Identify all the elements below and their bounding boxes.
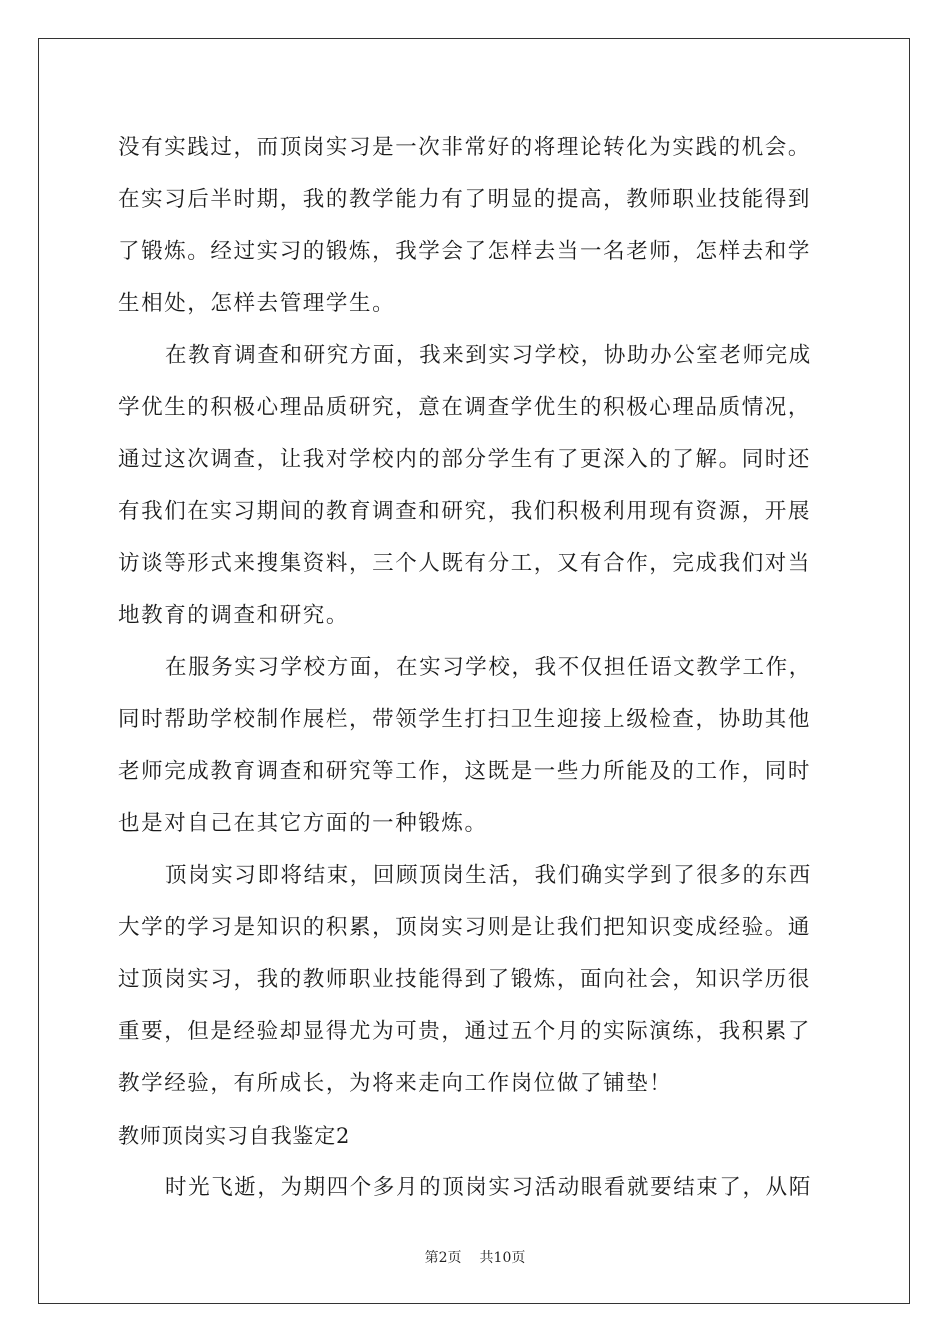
text-line: 了锻炼。经过实习的锻炼，我学会了怎样去当一名老师，怎样去和学 <box>118 239 812 264</box>
page-footer <box>0 1247 950 1267</box>
paragraph-start-line: 顶岗实习即将结束，回顾顶岗生活，我们确实学到了很多的东西 <box>165 863 812 888</box>
text-line: 也是对自己在其它方面的一种锻炼。 <box>118 811 488 836</box>
text-line: 在实习后半时期，我的教学能力有了明显的提高，教师职业技能得到 <box>118 187 812 212</box>
text-line: 有我们在实习期间的教育调查和研究，我们积极利用现有资源，开展 <box>118 499 812 524</box>
document-body <box>118 122 834 1214</box>
text-line: 通过这次调查，让我对学校内的部分学生有了更深入的了解。同时还 <box>118 447 812 472</box>
text-line: 教学经验，有所成长，为将来走向工作岗位做了铺垫！ <box>118 1071 673 1096</box>
text-line: 访谈等形式来搜集资料，三个人既有分工，又有合作，完成我们对当 <box>118 551 812 576</box>
paragraph-start-line: 在教育调查和研究方面，我来到实习学校，协助办公室老师完成 <box>165 343 812 368</box>
text-line: 老师完成教育调查和研究等工作，这既是一些力所能及的工作，同时 <box>118 759 812 784</box>
paragraph-start-line: 时光飞逝，为期四个多月的顶岗实习活动眼看就要结束了，从陌 <box>165 1175 812 1200</box>
page-total: 共10页 <box>479 1250 526 1266</box>
text-line: 地教育的调查和研究。 <box>118 603 350 628</box>
text-line: 大学的学习是知识的积累，顶岗实习则是让我们把知识变成经验。通 <box>118 915 812 940</box>
text-line: 同时帮助学校制作展栏，带领学生打扫卫生迎接上级检查，协助其他 <box>118 707 812 732</box>
text-line: 过顶岗实习，我的教师职业技能得到了锻炼，面向社会，知识学历很 <box>118 967 812 992</box>
section-heading: 教师顶岗实习自我鉴定2 <box>118 1124 351 1148</box>
text-line: 学优生的积极心理品质研究，意在调查学优生的积极心理品质情况， <box>118 395 812 420</box>
page-number: 第2页 <box>424 1250 462 1266</box>
text-line: 生相处，怎样去管理学生。 <box>118 291 396 316</box>
text-line: 重要，但是经验却显得尤为可贵，通过五个月的实际演练，我积累了 <box>118 1019 812 1044</box>
paragraph-start-line: 在服务实习学校方面，在实习学校，我不仅担任语文教学工作， <box>165 655 812 680</box>
text-line: 没有实践过，而顶岗实习是一次非常好的将理论转化为实践的机会。 <box>118 135 812 160</box>
